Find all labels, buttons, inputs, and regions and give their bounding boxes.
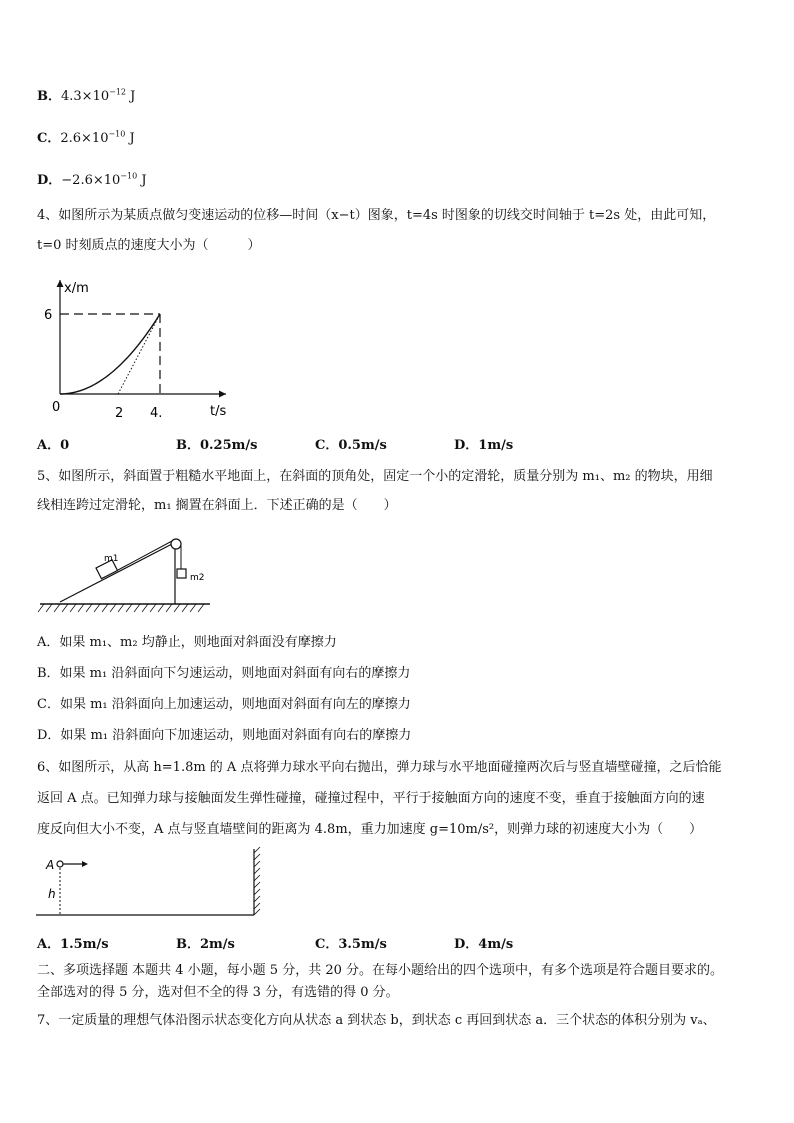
q4-y-tick: 6 [44, 308, 53, 323]
q4-stem-line2: t=0 时刻质点的速度大小为（ ） [37, 238, 261, 253]
q4-origin: 0 [52, 400, 61, 415]
q6-option-c: C．3.5m/s [315, 937, 387, 952]
q6-option-d: D．4m/s [454, 937, 514, 952]
q4-option-a: A．0 [37, 438, 70, 453]
q4-option-b: B．0.25m/s [176, 438, 258, 453]
q4-parabola-curve [60, 314, 160, 394]
q5-stem-line1: 5、如图所示，斜面置于粗糙水平地面上，在斜面的顶角处，固定一个小的定滑轮，质量分别为 m₁、m₂ 的物块，用细 [37, 469, 713, 484]
q5-ground-hatch [38, 604, 204, 612]
q6-stem-line1: 6、如图所示，从高 h=1.8m 的 A 点将弹力球水平向右抛出，弹力球与水平地面碰撞两次后与竖直墙壁碰撞，之后恰能 [37, 760, 722, 775]
q6-option-b: B．2m/s [176, 937, 235, 952]
q4-x-label: t/s [210, 404, 227, 419]
q5-incline-surface [60, 544, 172, 602]
q6-stem-line2: 返回 A 点。已知弹力球与接触面发生弹性碰撞，碰撞过程中，平行于接触面方向的速度不变，垂直于接触面方向的速 [37, 791, 705, 806]
q6-option-a: A．1.5m/s [37, 937, 109, 952]
section2-header-line2: 全部选对的得 5 分，选对但不全的得 3 分，有选错的得 0 分。 [37, 985, 399, 1000]
q5-pulley [171, 539, 181, 549]
q5-option-d: D．如果 m₁ 沿斜面向下加速运动，则地面对斜面有向右的摩擦力 [37, 728, 412, 743]
q4-option-d: D．1m/s [454, 438, 514, 453]
q5-option-c: C．如果 m₁ 沿斜面向上加速运动，则地面对斜面有向左的摩擦力 [37, 697, 411, 712]
q6-projectile-diagram [36, 843, 266, 923]
q5-option-b: B．如果 m₁ 沿斜面向下匀速运动，则地面对斜面有向右的摩擦力 [37, 666, 411, 681]
q4-y-label: x/m [64, 281, 89, 296]
q5-option-a: A．如果 m₁、m₂ 均静止，则地面对斜面没有摩擦力 [37, 635, 337, 650]
q6-label-h: h [48, 887, 56, 901]
q4-tangent-line [118, 314, 160, 394]
q4-xt-graph [36, 276, 246, 426]
q3-option-d: D．$-2.6\times 10^{-10}$ J [37, 171, 147, 188]
q5-string-incline [118, 541, 172, 570]
q3-option-c: C．$2.6\times 10^{-10}$ J [37, 129, 135, 146]
q4-stem-line1: 4、如图所示为某质点做匀变速运动的位移—时间（x−t）图象，t=4s 时图象的切线交时间轴于 t=2s 处，由此可知， [37, 208, 716, 223]
q5-block-m2 [177, 569, 186, 578]
q5-label-m1: m1 [104, 554, 119, 564]
q4-x-tick-4: 4. [150, 406, 163, 421]
q7-stem-line1: 7、一定质量的理想气体沿图示状态变化方向从状态 a 到状态 b，到状态 c 再回到状态 a．三个状态的体积分别为 vₐ、 [37, 1013, 716, 1028]
q3-option-b: B．$4.3\times 10^{-12}$ J [37, 87, 136, 104]
q4-option-c: C．0.5m/s [315, 438, 387, 453]
q6-point-a [57, 861, 63, 867]
q5-stem-line2: 线相连跨过定滑轮，m₁ 搁置在斜面上．下述正确的是（ ） [37, 498, 397, 513]
q6-wall-hatch [254, 847, 260, 915]
section2-header-line1: 二、多项选择题 本题共 4 小题，每小题 5 分，共 20 分。在每小题给出的四个选项中，有多个选项是符合题目要求的。 [37, 963, 724, 978]
q4-x-tick-2: 2 [115, 406, 124, 421]
q5-incline-diagram [38, 532, 218, 620]
q5-label-m2: m2 [190, 573, 205, 583]
q6-label-a: A [46, 858, 55, 872]
q6-stem-line3: 度反向但大小不变，A 点与竖直墙壁间的距离为 4.8m，重力加速度 g=10m/s²，则弹力球的初速度大小为（ ） [37, 822, 703, 837]
